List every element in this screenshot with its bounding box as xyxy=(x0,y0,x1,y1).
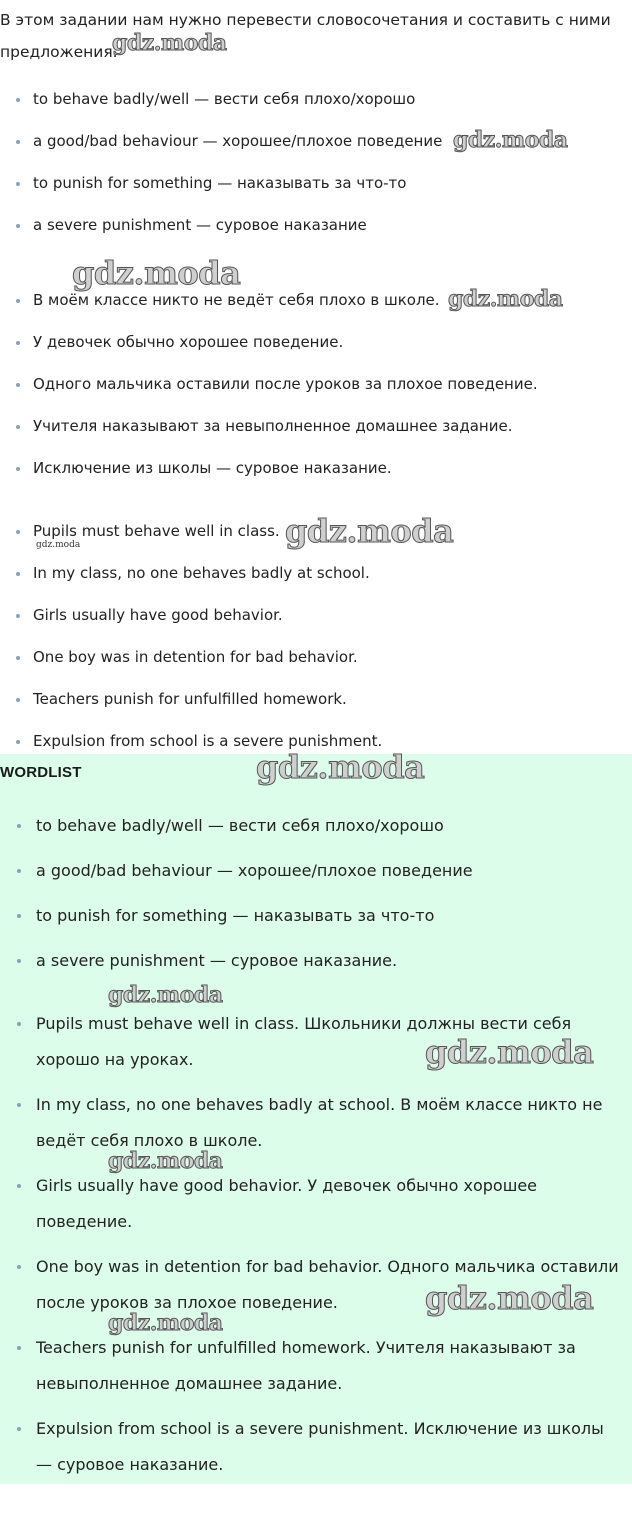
watermark-logo: gdz.moda xyxy=(108,982,223,1008)
list-item: a severe punishment — суровое наказание xyxy=(0,215,442,257)
list-item: У девочек обычно хорошее поведение. xyxy=(0,332,538,374)
watermark-logo: gdz.moda xyxy=(425,1279,594,1317)
list-item: Expulsion from school is a severe punishment. xyxy=(0,731,382,773)
list-item: Teachers punish for unfulfilled homework. xyxy=(0,689,382,731)
wordlist-panel xyxy=(0,754,632,1484)
watermark-logo: gdz.moda xyxy=(453,127,568,153)
list-item: to punish for something — наказывать за что-то xyxy=(0,173,442,215)
list-item: Pupils must behave well in class. xyxy=(0,521,382,563)
list-item: to behave badly/well — вести себя плохо/хорошо xyxy=(0,89,442,131)
list-item: a good/bad behaviour — хорошее/плохое поведение xyxy=(0,131,442,173)
english-sentence-list xyxy=(0,521,382,773)
list-item: Girls usually have good behavior. У девочек обычно хорошее поведение. xyxy=(0,1168,632,1249)
wordlist-title: WORDLIST xyxy=(0,764,82,781)
list-item: Expulsion from school is a severe punishment. Исключение из школы — суровое наказание. xyxy=(0,1411,632,1492)
list-item: In my class, no one behaves badly at school. xyxy=(0,563,382,605)
watermark-logo: gdz.moda xyxy=(112,30,227,56)
watermark-logo: gdz.moda xyxy=(285,512,454,550)
russian-sentence-list xyxy=(0,290,538,500)
list-item: Одного мальчика оставили после уроков за плохое поведение. xyxy=(0,374,538,416)
phrase-list xyxy=(0,89,442,257)
list-item: In my class, no one behaves badly at school. В моём классе никто не ведёт себя плохо в школе. xyxy=(0,1087,632,1168)
list-item: to behave badly/well — вести себя плохо/хорошо xyxy=(0,808,483,853)
list-item: a severe punishment — суровое наказание. xyxy=(0,943,483,988)
list-item: a good/bad behaviour — хорошее/плохое поведение xyxy=(0,853,483,898)
watermark-logo: gdz.moda xyxy=(108,1310,223,1336)
list-item: One boy was in detention for bad behavior. xyxy=(0,647,382,689)
watermark-logo: gdz.moda xyxy=(108,1148,223,1174)
watermark-logo: gdz.moda xyxy=(425,1033,594,1071)
list-item: One boy was in detention for bad behavior. Одного мальчика оставили после уроков за плохое поведение. xyxy=(0,1249,632,1330)
wordlist-sentence-list xyxy=(0,1006,632,1492)
watermark-logo: gdz.moda xyxy=(448,286,563,312)
list-item: Учителя наказывают за невыполненное домашнее задание. xyxy=(0,416,538,458)
watermark-logo: gdz.moda xyxy=(72,254,241,292)
intro-text: В этом задании нам нужно перевести словосочетания и составить с ними предложения. xyxy=(0,11,611,61)
list-item: Pupils must behave well in class. Школьники должны вести себя хорошо на уроках. xyxy=(0,1006,632,1087)
watermark-logo: gdz.moda xyxy=(36,540,81,550)
list-item: to punish for something — наказывать за что-то xyxy=(0,898,483,943)
wordlist-phrase-list xyxy=(0,808,483,988)
list-item: Teachers punish for unfulfilled homework. Учителя наказывают за невыполненное домашнее задание. xyxy=(0,1330,632,1411)
list-item: Girls usually have good behavior. xyxy=(0,605,382,647)
list-item: В моём классе никто не ведёт себя плохо в школе. xyxy=(0,290,538,332)
watermark-logo: gdz.moda xyxy=(256,748,425,786)
list-item: Исключение из школы — суровое наказание. xyxy=(0,458,538,500)
